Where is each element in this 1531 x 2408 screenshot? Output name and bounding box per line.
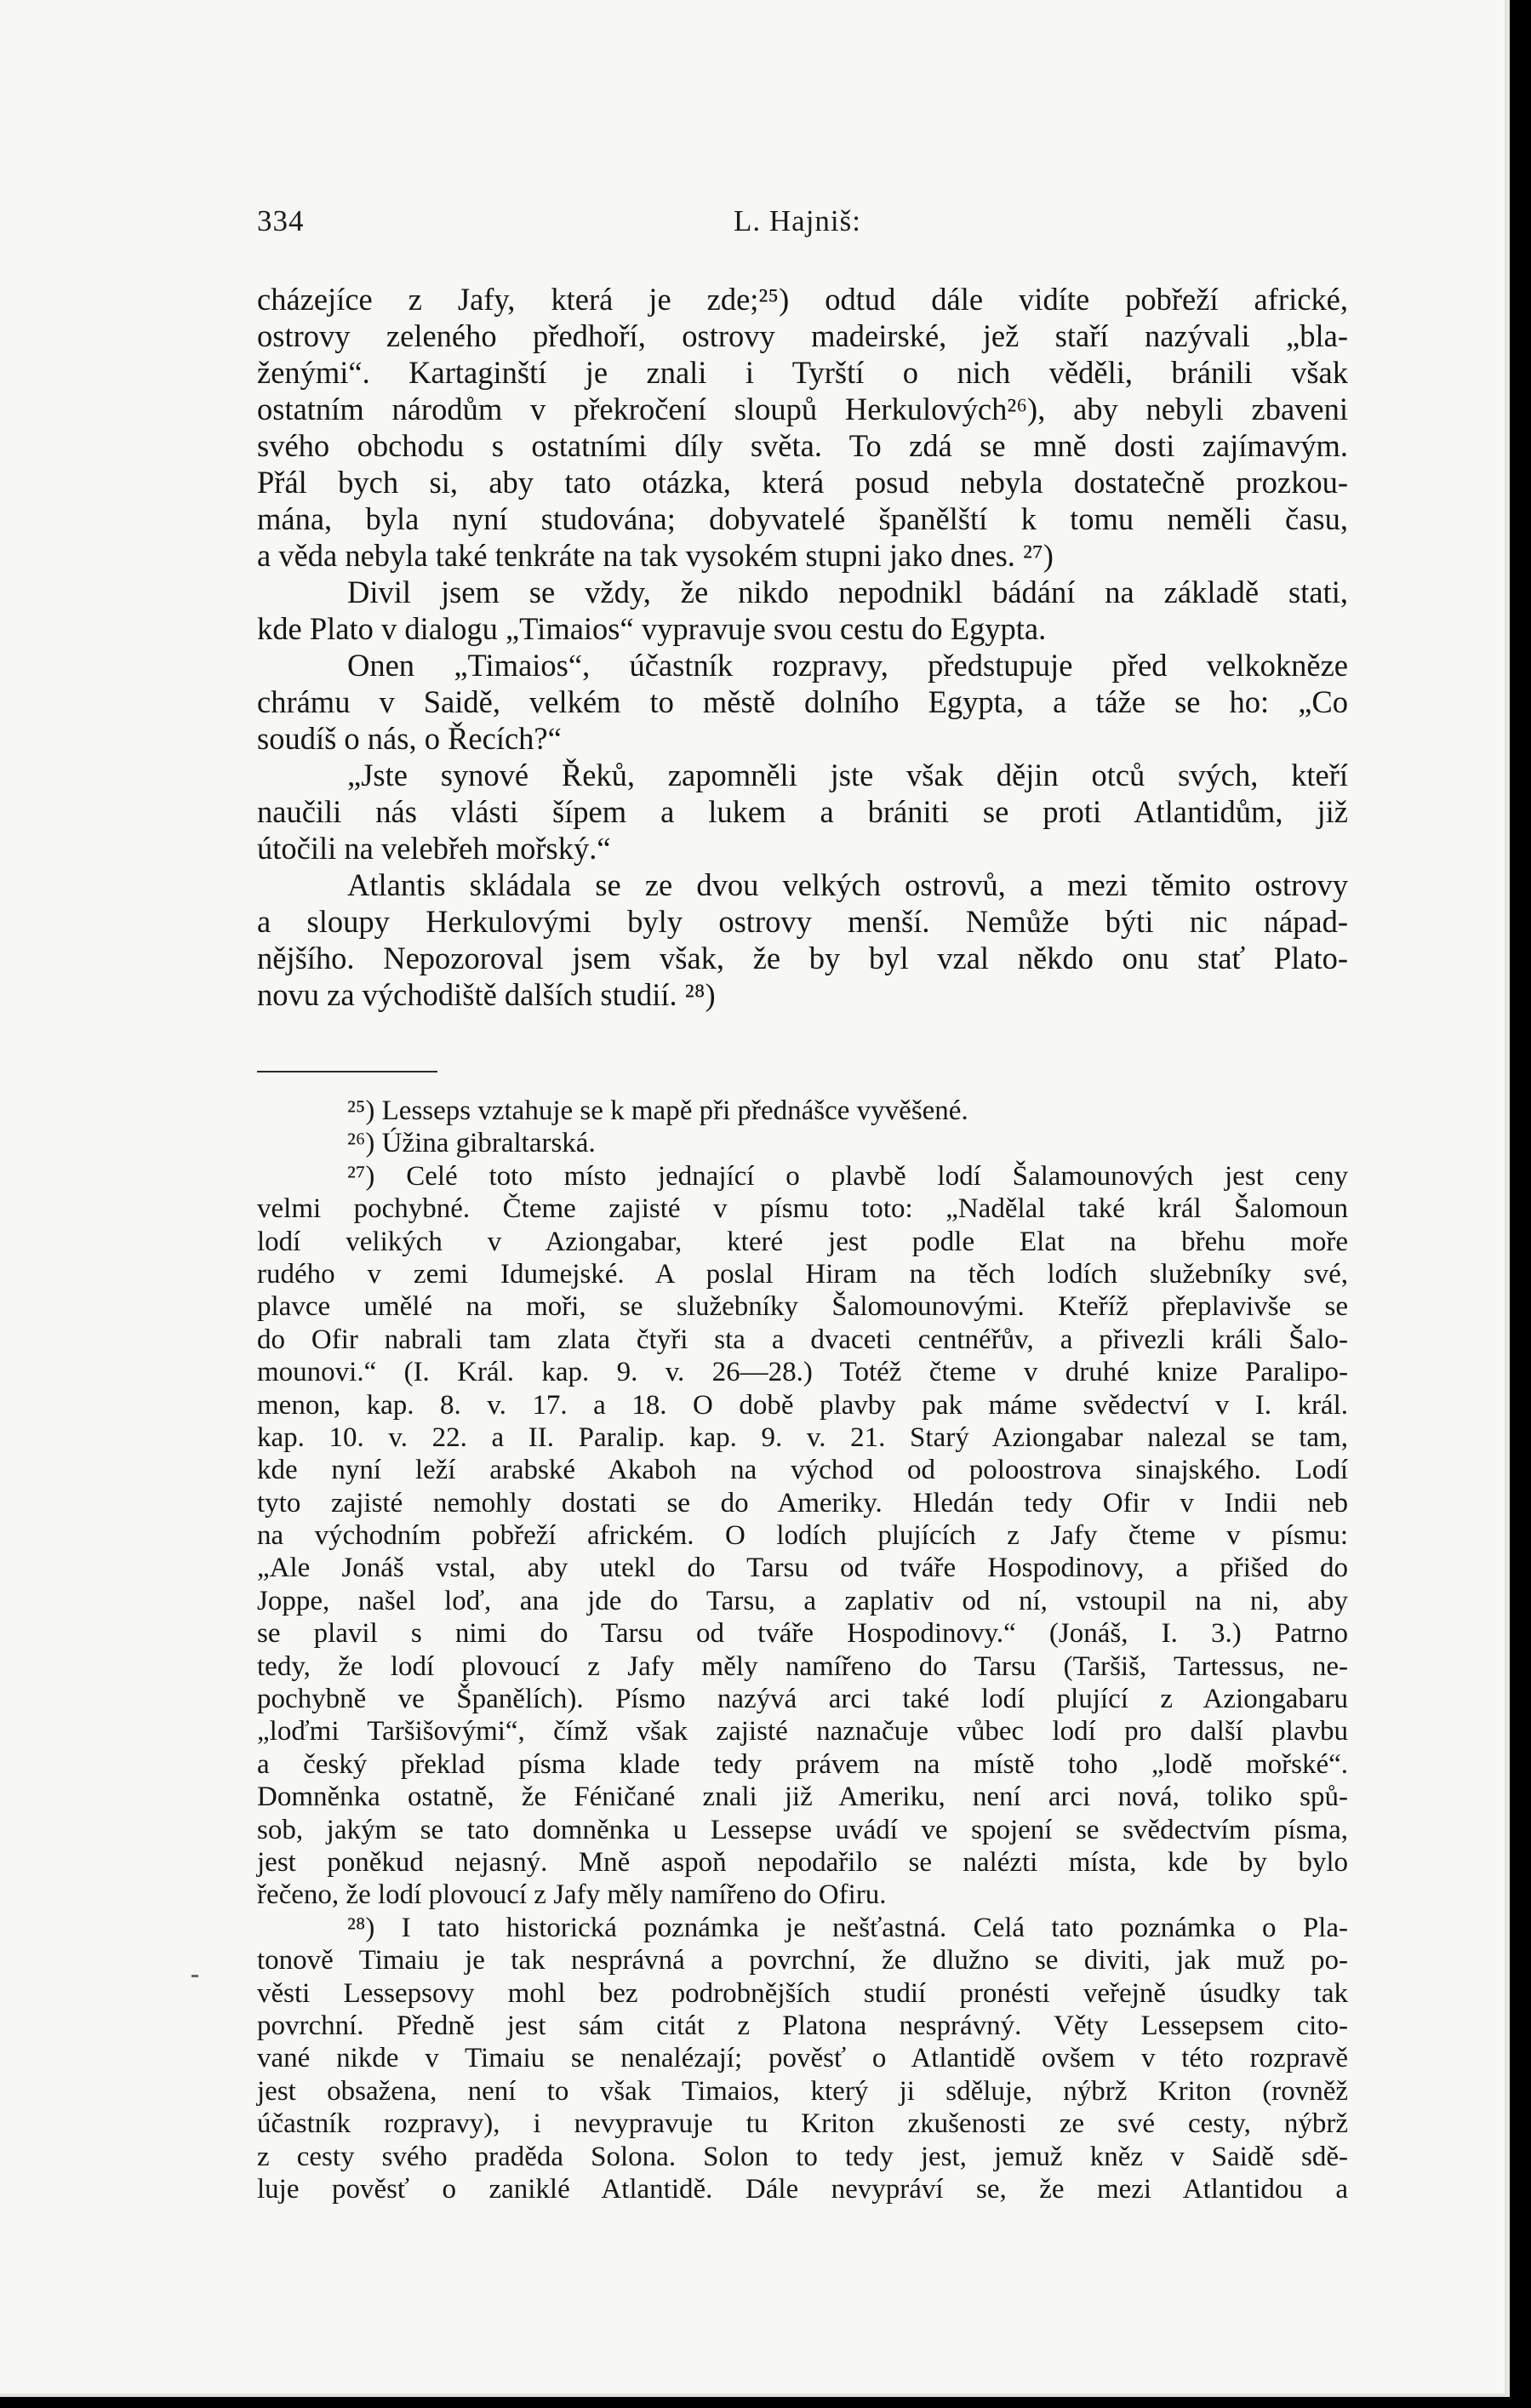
footnote-line: a český překlad písma klade tedy právem na místě toho „lodě mořské“. [257,1748,1348,1780]
footnote-line: vané nikde v Timaiu se nenalézají; pověsť o Atlantidě ovšem v této rozpravě [257,2043,1348,2074]
footnote-line: pochybně ve Španělích). Písmo nazývá arci také lodí plující z Aziongabaru [257,1684,1348,1715]
footnote-line: ²⁷) Celé toto místo jednající o plavbě lodí Šalamounových jest ceny [347,1160,1348,1192]
footnote-line: sob, jakým se tato domněnka u Lessepse uvádí ve spojení se svědectvím písma, [257,1814,1348,1845]
footnote-line: luje pověsť o zaniklé Atlantidě. Dále nevypráví se, že mezi Atlantidou a [257,2173,1348,2205]
footnote-line: tyto zajisté nemohly dostati se do Ameriky. Hledán tedy Ofir v Indii neb [257,1487,1348,1519]
footnote-line: Domněnka ostatně, že Féničané znali již Ameriku, není arci nová, toliko spů- [257,1782,1348,1813]
text-line: naučili nás vlásti šípem a lukem a brániti se proti Atlantidům, již [257,794,1348,829]
running-head [257,204,1348,242]
footnotes [257,1095,1348,2205]
footnote-line: tonově Timaiu je tak nesprávná a povrchní, že dlužno se diviti, jak muž po- [257,1945,1348,1976]
text-line: Onen „Timaios“, účastník rozpravy, předstupuje před velkokněze [347,648,1348,683]
footnote-line: menon, kap. 8. v. 17. a 18. O době plavby pak máme svědectví v I. král. [257,1389,1348,1421]
footnote-line: ²⁵) Lesseps vztahuje se k mapě při přednášce vyvěšené. [347,1095,968,1126]
text-line: a sloupy Herkulovými byly ostrovy menší. Nemůže býti nic nápad- [257,904,1348,939]
footnote-line: jest poněkud nejasný. Mně aspoň nepodařilo se nalézti místa, kde by bylo [257,1846,1348,1878]
margin-mark [191,1975,198,1977]
footnote-divider [257,1071,437,1072]
text-line: cházejíce z Jafy, která je zde;²⁵) odtud dále vidíte pobřeží africké, [257,282,1348,317]
text-line: Divil jsem se vždy, že nikdo nepodnikl bádání na základě stati, [347,575,1348,609]
text-line: Atlantis skládala se ze dvou velkých ostrovů, a mezi těmito ostrovy [347,867,1348,902]
footnote-line: velmi pochybné. Čteme zajisté v písmu toto: „Nadělal také král Šalomoun [257,1193,1348,1225]
footnote-line: mounovi.“ (I. Král. kap. 9. v. 26—28.) Totéž čteme v druhé knize Paralipo- [257,1357,1348,1388]
text-line: ostrovy zeleného předhoří, ostrovy madeirské, jež staří nazývali „bla- [257,318,1348,353]
footnote-line: plavce umělé na moři, se služebníky Šalomounovými. Kteříž přeplavivše se [257,1291,1348,1323]
footnote-line: tedy, že lodí plovoucí z Jafy měly namířeno do Tarsu (Taršiš, Tartessus, ne- [257,1650,1348,1682]
footnote-line: „loďmi Taršišovými“, čímž však zajisté naznačuje vůbec lodí pro další plavbu [257,1716,1348,1747]
footnote-line: kap. 10. v. 22. a II. Paralip. kap. 9. v. 21. Starý Aziongabar nalezal se tam, [257,1421,1348,1453]
footnote-line: Joppe, našel loď, ana jde do Tarsu, a zaplativ od ní, vstoupil na ni, aby [257,1585,1348,1616]
text-line: mána, byla nyní studována; dobyvatelé španělští k tomu neměli času, [257,501,1348,536]
text-line: nějšího. Nepozoroval jsem však, že by byl vzal někdo onu stať Plato- [257,941,1348,975]
text-line: novu za východiště dalších studií. ²⁸) [257,977,716,1012]
footnote-line: věsti Lessepsovy mohl bez podrobnějších studií pronésti veřejně úsudky tak [257,1977,1348,2009]
text-line: kde Plato v dialogu „Timaios“ vypravuje svou cestu do Egypta. [257,611,1047,646]
text-line: a věda nebyla také tenkráte na tak vysokém stupni jako dnes. ²⁷) [257,538,1054,573]
text-line: svého obchodu s ostatními díly světa. To zdá se mně dosti zajímavým. [257,428,1348,463]
footnote-line: se plavil s nimi do Tarsu od tváře Hospodinovy.“ (Jonáš, I. 3.) Patrno [257,1618,1348,1650]
footnote-line: do Ofir nabrali tam zlata čtyři sta a dvaceti centnéřův, a přivezli králi Šalo- [257,1324,1348,1355]
page-number: 334 [257,204,305,237]
footnote-line: z cesty svého praděda Solona. Solon to tedy jest, jemuž kněz v Saidě sdě- [257,2141,1348,2172]
footnote-line: ²⁸) I tato historická poznámka je nešťastná. Celá tato poznámka o Pla- [347,1912,1348,1943]
footnote-line: „Ale Jonáš vstal, aby utekl do Tarsu od tváře Hospodinovy, a přišed do [257,1553,1348,1584]
running-head-author: L. Hajniš: [734,204,861,237]
text-line: Přál bych si, aby tato otázka, která posud nebyla dostatečně prozkou- [257,465,1348,500]
footnote-line: na východním pobřeží africkém. O lodích plujících z Jafy čteme v písmu: [257,1520,1348,1552]
text-line: ženými“. Kartaginští je znali i Tyrští o nich věděli, bránili však [257,355,1348,390]
footnote-line: účastník rozpravy), i nevypravuje tu Kriton zkušenosti ze své cesty, nýbrž [257,2108,1348,2140]
main-text [257,281,1348,1013]
footnote-line: řečeno, že lodí plovoucí z Jafy měly namířeno do Ofiru. [257,1879,887,1911]
footnote-line: rudého v zemi Idumejské. A poslal Hiram na těch lodích služebníky své, [257,1258,1348,1290]
text-line: ostatním národům v překročení sloupů Herkulových²⁶), aby nebyli zbaveni [257,392,1348,426]
text-line: útočili na velebřeh mořský.“ [257,831,611,866]
footnote-line: lodí velikých v Aziongabar, které jest podle Elat na břehu moře [257,1226,1348,1257]
footnote-line: kde nyní leží arabské Akaboh na východ od poloostrova sinajského. Lodí [257,1455,1348,1486]
text-line: „Jste synové Řeků, zapomněli jste však dějin otců svých, kteří [347,758,1348,792]
footnote-line: povrchní. Předně jest sám citát z Platona nesprávný. Věty Lessepsem cito- [257,2010,1348,2041]
footnote-line: ²⁶) Úžina gibraltarská. [347,1128,596,1159]
text-line: soudíš o nás, o Řecích?“ [257,721,562,756]
text-line: chrámu v Saidě, velkém to městě dolního Egypta, a táže se ho: „Co [257,684,1348,719]
footnote-line: jest obsažena, není to však Timaios, který ji sděluje, nýbrž Kriton (rovněž [257,2075,1348,2107]
